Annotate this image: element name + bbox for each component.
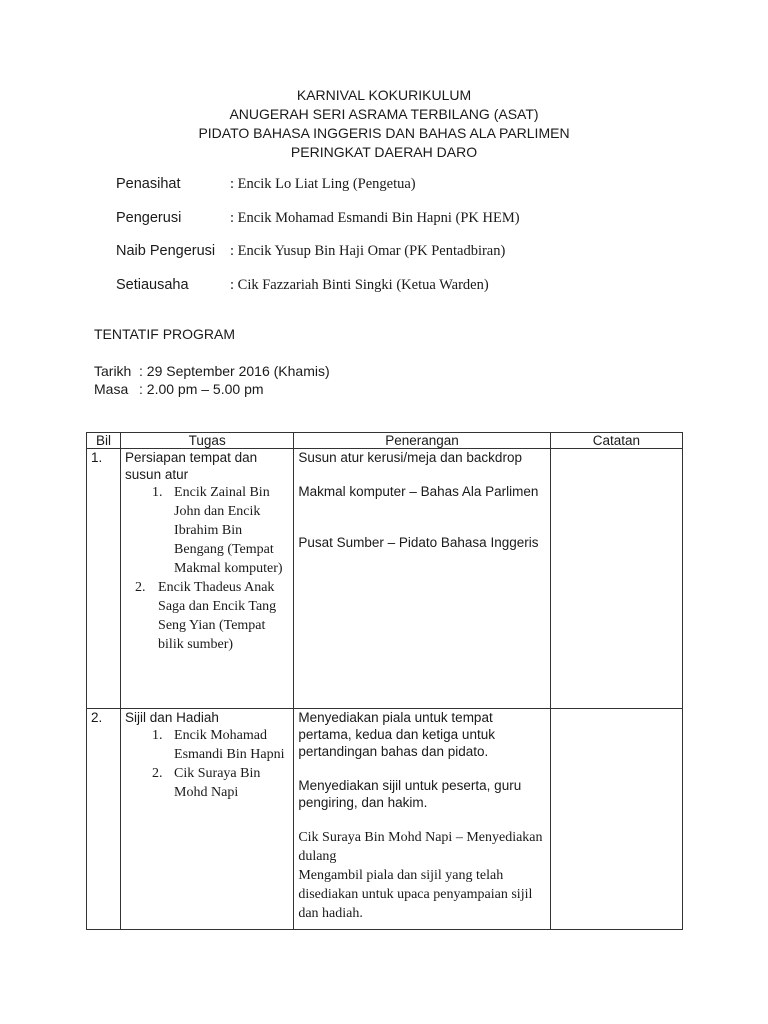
cell-bil: 1. xyxy=(87,449,121,709)
cell-tugas xyxy=(121,709,294,930)
table-row xyxy=(87,449,683,709)
title-line-1: KARNIVAL KOKURIKULUM xyxy=(296,87,472,103)
table-header-row xyxy=(87,433,683,449)
column-header-tugas: Tugas xyxy=(121,433,294,449)
task-title: Persiapan tempat dan susun atur xyxy=(125,450,258,482)
table-row xyxy=(87,709,683,930)
cell-penerangan xyxy=(294,449,550,709)
date-label: Tarikh xyxy=(94,363,132,379)
title-line-4: PERINGKAT DAERAH DARO xyxy=(290,144,478,160)
cell-tugas xyxy=(121,449,294,709)
program-date xyxy=(94,362,330,380)
time-value: : 2.00 pm – 5.00 pm xyxy=(139,381,264,397)
list-item xyxy=(125,483,289,578)
time-label: Masa xyxy=(94,381,129,397)
cell-catatan xyxy=(550,709,682,930)
list-item xyxy=(125,578,289,654)
program-time xyxy=(94,380,264,398)
committee-role: Naib Pengerusi xyxy=(116,243,216,259)
committee-person: : Encik Mohamad Esmandi Bin Hapni (PK HEM) xyxy=(230,210,520,226)
list-item xyxy=(125,726,289,764)
committee-person: : Encik Yusup Bin Haji Omar (PK Pentadbiran) xyxy=(230,243,506,259)
description-line: Menyediakan piala untuk tempat pertama, kedua dan ketiga untuk pertandingan bahas dan pidato. xyxy=(298,710,495,759)
description-line: Menyediakan sijil untuk peserta, guru pengiring, dan hakim. xyxy=(298,778,522,810)
date-value: : 29 September 2016 (Khamis) xyxy=(139,363,330,379)
list-number: 2. xyxy=(152,766,163,781)
task-title: Sijil dan Hadiah xyxy=(125,710,219,725)
list-number: 1. xyxy=(152,728,163,743)
document-title xyxy=(0,86,768,162)
program-heading: TENTATIF PROGRAM xyxy=(94,326,236,342)
list-text: Encik Mohamad Esmandi Bin Hapni xyxy=(174,728,285,762)
cell-penerangan xyxy=(294,709,550,930)
list-number: 1. xyxy=(152,485,163,500)
committee-role: Penasihat xyxy=(116,176,181,192)
committee-person: : Encik Lo Liat Ling (Pengetua) xyxy=(230,176,416,192)
list-text: Cik Suraya Bin Mohd Napi xyxy=(174,766,261,800)
committee-person: : Cik Fazzariah Binti Singki (Ketua Warden) xyxy=(230,277,489,293)
committee-role: Setiausaha xyxy=(116,277,189,293)
title-line-2: ANUGERAH SERI ASRAMA TERBILANG (ASAT) xyxy=(229,106,539,122)
description-line: Makmal komputer – Bahas Ala Parlimen xyxy=(298,484,539,499)
cell-bil: 2. xyxy=(87,709,121,930)
list-number: 2. xyxy=(135,580,146,595)
description-line: Pusat Sumber – Pidato Bahasa Inggeris xyxy=(298,535,539,550)
person-list xyxy=(125,726,289,802)
description-line: Mengambil piala dan sijil yang telah disediakan untuk upaca penyampaian sijil dan hadiah. xyxy=(298,868,533,921)
column-header-catatan: Catatan xyxy=(550,433,682,449)
list-text: Encik Zainal Bin John dan Encik Ibrahim Bin Bengang (Tempat Makmal komputer) xyxy=(174,485,283,576)
list-text: Encik Thadeus Anak Saga dan Encik Tang Seng Yian (Tempat bilik sumber) xyxy=(158,580,277,652)
description-line: Cik Suraya Bin Mohd Napi – Menyediakan dulang xyxy=(298,830,543,864)
column-header-penerangan: Penerangan xyxy=(294,433,550,449)
title-line-3: PIDATO BAHASA INGGERIS DAN BAHAS ALA PARLIMEN xyxy=(198,125,570,141)
task-table xyxy=(86,432,683,930)
description-line: Susun atur kerusi/meja dan backdrop xyxy=(298,450,522,465)
list-item xyxy=(125,764,289,802)
committee-role: Pengerusi xyxy=(116,210,182,226)
cell-catatan xyxy=(550,449,682,709)
column-header-bil: Bil xyxy=(87,433,121,449)
person-list xyxy=(125,483,289,654)
